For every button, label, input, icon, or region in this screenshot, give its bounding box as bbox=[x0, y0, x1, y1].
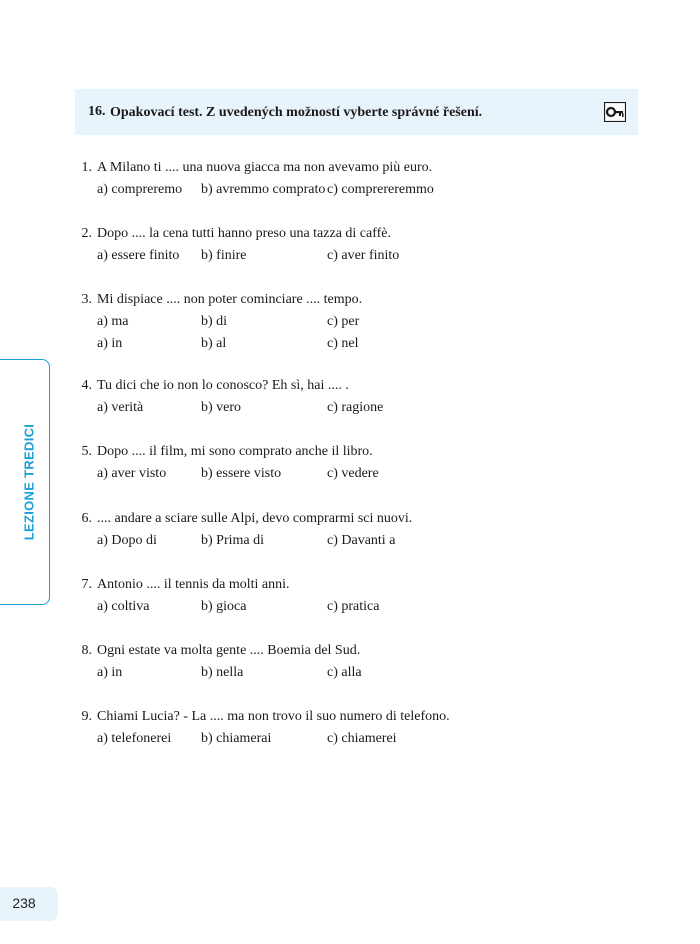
page-number-tab bbox=[0, 887, 58, 921]
answer-option: c) ragione bbox=[327, 400, 384, 415]
answer-option: a) telefonerei bbox=[97, 731, 172, 746]
answer-option: b) gioca bbox=[201, 599, 247, 614]
page-number: 238 bbox=[12, 895, 36, 911]
question-text: Tu dici che io non lo conosco? Eh sì, hai .... . bbox=[97, 378, 349, 393]
question-number: 7. bbox=[81, 577, 92, 592]
question-number: 8. bbox=[81, 643, 92, 658]
answer-option: a) coltiva bbox=[97, 599, 150, 614]
question-number: 2. bbox=[81, 226, 92, 241]
question-text: Dopo .... la cena tutti hanno preso una tazza di caffè. bbox=[97, 226, 392, 241]
answer-option: b) Prima di bbox=[201, 533, 264, 548]
question-text: Ogni estate va molta gente .... Boemia del Sud. bbox=[97, 643, 361, 658]
answer-option: c) Davanti a bbox=[327, 533, 396, 548]
question-text: Antonio .... il tennis da molti anni. bbox=[97, 577, 290, 592]
question-6 bbox=[0, 511, 700, 561]
question-1 bbox=[0, 160, 700, 210]
question-number: 6. bbox=[81, 511, 92, 526]
answer-option: c) vedere bbox=[327, 466, 379, 481]
answer-option: a) in bbox=[97, 665, 123, 680]
exercise-header bbox=[75, 89, 638, 135]
answer-option: a) in bbox=[97, 336, 123, 351]
answer-option: b) chiamerai bbox=[201, 731, 272, 746]
answer-option: a) Dopo di bbox=[97, 533, 157, 548]
answer-option: c) pratica bbox=[327, 599, 380, 614]
question-4 bbox=[0, 378, 700, 428]
answer-option: b) al bbox=[201, 336, 227, 351]
exercise-number: 16. bbox=[88, 104, 106, 119]
question-text: .... andare a sciare sulle Alpi, devo comprarmi sci nuovi. bbox=[97, 511, 413, 526]
question-5 bbox=[0, 444, 700, 494]
answer-option: b) essere visto bbox=[201, 466, 282, 481]
answer-option: b) vero bbox=[201, 400, 242, 415]
answer-option: c) chiamerei bbox=[327, 731, 397, 746]
answer-option: a) verità bbox=[97, 400, 144, 415]
question-7 bbox=[0, 577, 700, 627]
answer-option: c) aver finito bbox=[327, 248, 400, 263]
question-3 bbox=[0, 292, 700, 351]
answer-option: b) nella bbox=[201, 665, 244, 680]
question-text: Mi dispiace .... non poter cominciare .... tempo. bbox=[97, 292, 363, 307]
answer-option: b) avremmo comprato bbox=[201, 182, 326, 197]
answer-option: c) alla bbox=[327, 665, 362, 680]
answer-option: b) finire bbox=[201, 248, 247, 263]
answer-option: a) essere finito bbox=[97, 248, 180, 263]
question-number: 5. bbox=[81, 444, 92, 459]
question-number: 3. bbox=[81, 292, 92, 307]
key-icon bbox=[604, 102, 626, 122]
question-text: A Milano ti .... una nuova giacca ma non avevamo più euro. bbox=[97, 160, 433, 175]
question-8 bbox=[0, 643, 700, 693]
question-number: 4. bbox=[81, 378, 92, 393]
answer-option: a) ma bbox=[97, 314, 129, 329]
question-text: Chiami Lucia? - La .... ma non trovo il suo numero di telefono. bbox=[97, 709, 450, 724]
question-text: Dopo .... il film, mi sono comprato anche il libro. bbox=[97, 444, 373, 459]
side-tab-label: LEZIONE TREDICI bbox=[21, 423, 37, 541]
answer-option: b) di bbox=[201, 314, 228, 329]
answer-option: a) compreremo bbox=[97, 182, 183, 197]
answer-option: a) aver visto bbox=[97, 466, 167, 481]
question-number: 9. bbox=[81, 709, 92, 724]
question-number: 1. bbox=[81, 160, 92, 175]
exercise-title: Opakovací test. Z uvedených možností vyberte správné řešení. bbox=[110, 105, 483, 120]
question-9 bbox=[0, 709, 700, 759]
answer-option: c) per bbox=[327, 314, 360, 329]
question-2 bbox=[0, 226, 700, 276]
answer-option: c) nel bbox=[327, 336, 359, 351]
answer-option: c) comprereremmo bbox=[327, 182, 434, 197]
